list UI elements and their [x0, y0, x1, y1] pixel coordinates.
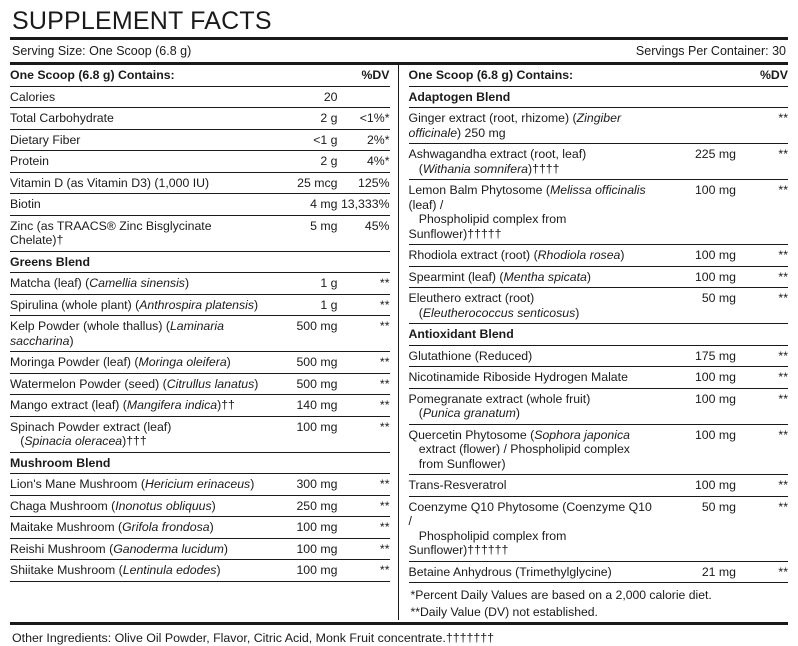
ingredient-name: Betaine Anhydrous (Trimethylglycine) — [409, 561, 659, 583]
ingredient-amount — [260, 251, 338, 273]
ingredient-daily-value: ** — [338, 538, 390, 560]
header-amount-label — [260, 65, 338, 86]
ingredient-row — [10, 86, 390, 108]
ingredient-amount: 4 mg — [260, 194, 338, 216]
ingredient-row — [10, 395, 390, 417]
ingredient-name: Glutathione (Reduced) — [409, 345, 659, 367]
ingredient-amount: 50 mg — [658, 288, 736, 324]
right-column — [398, 65, 789, 620]
ingredient-daily-value: ** — [338, 474, 390, 496]
ingredient-row — [10, 172, 390, 194]
ingredient-name: Quercetin Phytosome (Sophora japonica extract (flower) / Phospholipid complex from Sunflower) — [409, 424, 659, 475]
ingredient-amount: 175 mg — [658, 345, 736, 367]
ingredient-row — [409, 180, 789, 245]
ingredient-row — [10, 215, 390, 251]
left-column — [10, 65, 390, 620]
ingredient-row — [10, 538, 390, 560]
ingredient-daily-value: ** — [736, 288, 788, 324]
ingredient-row — [10, 194, 390, 216]
ingredient-name: Reishi Mushroom (Ganoderma lucidum) — [10, 538, 260, 560]
ingredient-daily-value: ** — [736, 108, 788, 144]
ingredient-amount: 140 mg — [260, 395, 338, 417]
ingredient-amount: 2 g — [260, 151, 338, 173]
ingredient-row — [10, 316, 390, 352]
ingredient-daily-value — [338, 86, 390, 108]
ingredient-name: Zinc (as TRAACS® Zinc Bisglycinate Chelate)† — [10, 215, 260, 251]
ingredient-amount: 1 g — [260, 294, 338, 316]
ingredient-row — [10, 151, 390, 173]
page-title: SUPPLEMENT FACTS — [12, 7, 272, 35]
ingredient-name: Shiitake Mushroom (Lentinula edodes) — [10, 560, 260, 582]
ingredient-row — [409, 367, 789, 389]
blend-header-row — [409, 86, 789, 108]
footnote-dv-not-established: **Daily Value (DV) not established. — [410, 604, 598, 619]
ingredient-amount: 225 mg — [658, 144, 736, 180]
ingredient-name: Antioxidant Blend — [409, 324, 659, 346]
blend-header-row — [10, 251, 390, 273]
ingredient-daily-value: 4%* — [338, 151, 390, 173]
ingredient-amount: 300 mg — [260, 474, 338, 496]
ingredient-amount: 250 mg — [260, 495, 338, 517]
ingredient-name: Protein — [10, 151, 260, 173]
ingredient-name: Matcha (leaf) (Camellia sinensis) — [10, 273, 260, 295]
ingredient-amount: 100 mg — [658, 475, 736, 497]
ingredient-name: Trans-Resveratrol — [409, 475, 659, 497]
ingredient-name: Total Carbohydrate — [10, 108, 260, 130]
ingredient-daily-value: 45% — [338, 215, 390, 251]
left-facts-table — [10, 65, 390, 582]
ingredient-daily-value: ** — [338, 560, 390, 582]
ingredient-daily-value: ** — [736, 367, 788, 389]
ingredient-row — [10, 517, 390, 539]
ingredient-row — [409, 288, 789, 324]
ingredient-name: Calories — [10, 86, 260, 108]
ingredient-daily-value: 125% — [338, 172, 390, 194]
ingredient-row — [10, 474, 390, 496]
table-header-row — [10, 65, 390, 86]
right-facts-table — [409, 65, 789, 583]
ingredient-daily-value: 2%* — [338, 129, 390, 151]
ingredient-daily-value: <1%* — [338, 108, 390, 130]
ingredient-name: Spirulina (whole plant) (Anthrospira platensis) — [10, 294, 260, 316]
ingredient-row — [10, 352, 390, 374]
ingredient-amount: 21 mg — [658, 561, 736, 583]
ingredient-daily-value: ** — [338, 373, 390, 395]
bottom-divider — [10, 622, 788, 646]
ingredient-row — [409, 108, 789, 144]
ingredient-amount: <1 g — [260, 129, 338, 151]
ingredient-daily-value: ** — [736, 496, 788, 561]
ingredient-name: Moringa Powder (leaf) (Moringa oleifera) — [10, 352, 260, 374]
ingredient-amount: 1 g — [260, 273, 338, 295]
ingredient-amount: 500 mg — [260, 373, 338, 395]
ingredient-name: Nicotinamide Riboside Hydrogen Malate — [409, 367, 659, 389]
ingredient-name: Ashwagandha extract (root, leaf) (Withania somnifera)†††† — [409, 144, 659, 180]
ingredient-daily-value: ** — [338, 352, 390, 374]
ingredient-daily-value: ** — [736, 245, 788, 267]
ingredient-row — [409, 388, 789, 424]
ingredient-amount: 100 mg — [260, 517, 338, 539]
ingredient-name: Ginger extract (root, rhizome) (Zingiber officinale) 250 mg — [409, 108, 659, 144]
ingredient-daily-value: ** — [338, 316, 390, 352]
ingredient-daily-value: 13,333% — [338, 194, 390, 216]
ingredient-daily-value: ** — [338, 395, 390, 417]
ingredient-daily-value: ** — [338, 495, 390, 517]
ingredient-name: Eleuthero extract (root) (Eleutherococcus senticosus) — [409, 288, 659, 324]
ingredient-daily-value: ** — [338, 273, 390, 295]
ingredient-amount: 500 mg — [260, 352, 338, 374]
ingredient-daily-value: ** — [736, 424, 788, 475]
ingredient-row — [10, 129, 390, 151]
ingredient-row — [409, 245, 789, 267]
ingredient-row — [10, 373, 390, 395]
ingredient-daily-value: ** — [736, 561, 788, 583]
ingredient-row — [10, 416, 390, 452]
ingredient-amount: 100 mg — [658, 388, 736, 424]
ingredient-amount — [260, 452, 338, 474]
ingredient-amount: 100 mg — [658, 424, 736, 475]
footnote-daily-value-basis: *Percent Daily Values are based on a 2,000 calorie diet. — [410, 588, 712, 603]
ingredient-amount: 100 mg — [658, 266, 736, 288]
ingredient-row — [409, 496, 789, 561]
ingredient-row — [409, 345, 789, 367]
ingredient-name: Mango extract (leaf) (Mangifera indica)†† — [10, 395, 260, 417]
ingredient-row — [409, 475, 789, 497]
ingredient-name: Spinach Powder extract (leaf) (Spinacia oleracea)††† — [10, 416, 260, 452]
blend-header-row — [409, 324, 789, 346]
ingredient-name: Mushroom Blend — [10, 452, 260, 474]
other-ingredients: Other Ingredients: Olive Oil Powder, Flavor, Citric Acid, Monk Fruit concentrate.††††††† — [12, 631, 495, 646]
ingredient-amount — [658, 86, 736, 108]
ingredient-name: Watermelon Powder (seed) (Citrullus lanatus) — [10, 373, 260, 395]
servings-per-container-label: Servings Per Container: 30 — [635, 44, 786, 59]
ingredient-row — [10, 560, 390, 582]
ingredient-row — [10, 495, 390, 517]
header-contains-label: One Scoop (6.8 g) Contains: — [10, 65, 260, 86]
ingredient-daily-value — [736, 86, 788, 108]
ingredient-amount: 100 mg — [658, 245, 736, 267]
ingredient-name: Greens Blend — [10, 251, 260, 273]
header-dv-label: %DV — [736, 65, 788, 86]
table-header-row — [409, 65, 789, 86]
ingredient-amount: 50 mg — [658, 496, 736, 561]
ingredient-name: Coenzyme Q10 Phytosome (Coenzyme Q10 / Phospholipid complex from Sunflower)†††††† — [409, 496, 659, 561]
footnotes — [409, 583, 789, 620]
ingredient-amount: 100 mg — [260, 560, 338, 582]
ingredient-daily-value: ** — [736, 266, 788, 288]
ingredient-amount — [658, 324, 736, 346]
ingredient-name: Maitake Mushroom (Grifola frondosa) — [10, 517, 260, 539]
ingredient-daily-value: ** — [338, 416, 390, 452]
ingredient-name: Dietary Fiber — [10, 129, 260, 151]
ingredient-amount: 100 mg — [658, 180, 736, 245]
ingredient-daily-value: ** — [736, 144, 788, 180]
serving-info-row — [10, 40, 788, 62]
ingredient-name: Pomegranate extract (whole fruit) (Punica granatum) — [409, 388, 659, 424]
ingredient-daily-value — [338, 251, 390, 273]
ingredient-row — [409, 561, 789, 583]
header-dv-label: %DV — [338, 65, 390, 86]
ingredient-amount: 20 — [260, 86, 338, 108]
ingredient-row — [10, 108, 390, 130]
ingredient-daily-value — [338, 452, 390, 474]
ingredient-daily-value: ** — [736, 388, 788, 424]
ingredient-name: Spearmint (leaf) (Mentha spicata) — [409, 266, 659, 288]
ingredient-daily-value: ** — [736, 180, 788, 245]
ingredient-daily-value: ** — [736, 475, 788, 497]
ingredient-daily-value: ** — [338, 294, 390, 316]
ingredient-amount: 500 mg — [260, 316, 338, 352]
ingredient-daily-value — [736, 324, 788, 346]
ingredient-name: Rhodiola extract (root) (Rhodiola rosea) — [409, 245, 659, 267]
ingredient-row — [409, 266, 789, 288]
ingredient-name: Vitamin D (as Vitamin D3) (1,000 IU) — [10, 172, 260, 194]
ingredient-amount: 100 mg — [260, 416, 338, 452]
ingredient-name: Lemon Balm Phytosome (Melissa officinalis (leaf) / Phospholipid complex from Sunflower)††††† — [409, 180, 659, 245]
ingredient-name: Chaga Mushroom (Inonotus obliquus) — [10, 495, 260, 517]
ingredient-amount: 100 mg — [658, 367, 736, 389]
ingredient-name: Biotin — [10, 194, 260, 216]
ingredient-row — [409, 424, 789, 475]
ingredient-amount — [658, 108, 736, 144]
ingredient-name: Kelp Powder (whole thallus) (Laminaria saccharina) — [10, 316, 260, 352]
ingredient-row — [10, 294, 390, 316]
serving-size-label: Serving Size: One Scoop (6.8 g) — [12, 44, 192, 59]
ingredient-daily-value: ** — [338, 517, 390, 539]
ingredient-amount: 100 mg — [260, 538, 338, 560]
ingredient-daily-value: ** — [736, 345, 788, 367]
blend-header-row — [10, 452, 390, 474]
ingredient-row — [409, 144, 789, 180]
ingredient-name: Adaptogen Blend — [409, 86, 659, 108]
ingredient-amount: 2 g — [260, 108, 338, 130]
header-contains-label: One Scoop (6.8 g) Contains: — [409, 65, 659, 86]
ingredient-amount: 25 mcg — [260, 172, 338, 194]
ingredient-amount: 5 mg — [260, 215, 338, 251]
header-amount-label — [658, 65, 736, 86]
facts-columns — [10, 65, 788, 620]
ingredient-row — [10, 273, 390, 295]
ingredient-name: Lion's Mane Mushroom (Hericium erinaceus) — [10, 474, 260, 496]
